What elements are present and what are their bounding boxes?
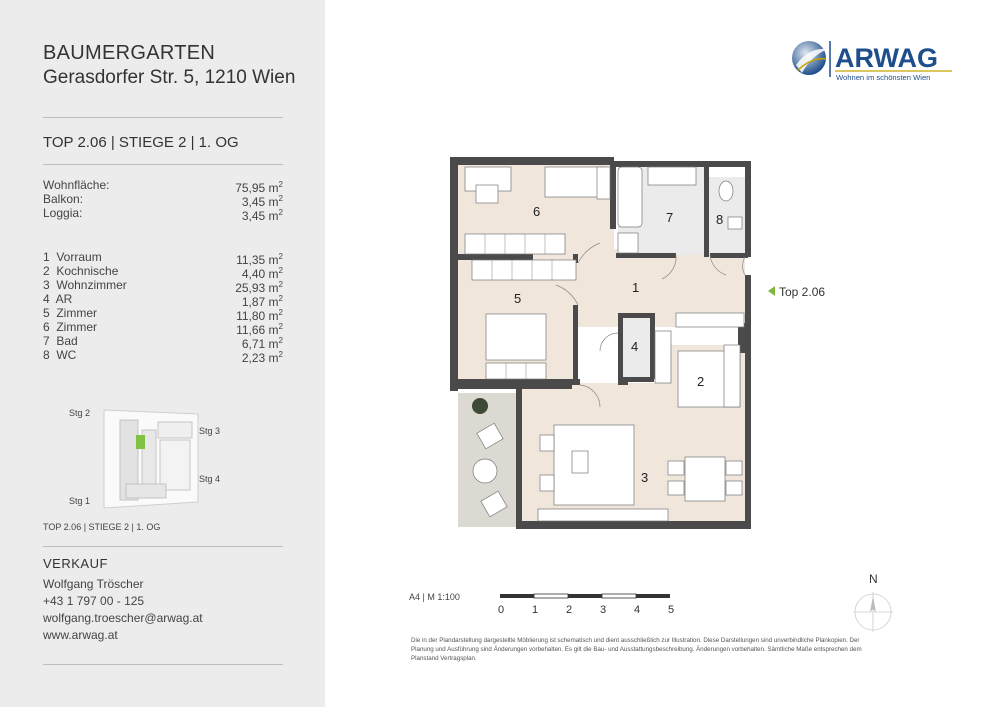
keyplan-label-stg2: Stg 2 [69, 408, 91, 418]
room-value: 11,35 $m^2$ [236, 252, 283, 267]
disclaimer-text: Die in der Plandarstellung dargestellte Möblierung ist schematisch und dient ausschließlich zur Illustration. Diese Darstellungen sind unverbindliche Plankopien. Der Planung und Ausführung sind Änderungen vorbehalten. Es gilt die Bau- und Ausstattungsbeschreibung. Änderungen vorbehalten. Sämtliche Maße entsprechen dem Planstand Vertragsplan. [411, 637, 862, 662]
site-keyplan [98, 400, 248, 515]
scale-tick-3: 3 [600, 604, 607, 616]
scale-tick-2: 2 [566, 604, 573, 616]
unit-title: TOP 2.06 | STIEGE 2 | 1. OG [43, 134, 239, 151]
compass-icon [851, 592, 895, 632]
unit-highlight [136, 435, 145, 449]
north-label: N [869, 572, 878, 586]
area-value: 75,95 $m^2$ [235, 180, 283, 195]
room-value: 2,23 $m^2$ [241, 350, 283, 365]
logo-wordmark: ARWAG [835, 43, 939, 73]
room-label: 7 Bad [43, 334, 78, 348]
room-label: 8 WC [43, 348, 77, 362]
area-label: Wohnfläche: [43, 178, 110, 192]
room-value: 25,93 $m^2$ [235, 280, 283, 295]
room-value: 4,40 $m^2$ [241, 266, 283, 281]
keyplan-label-stg1: Stg 1 [69, 496, 91, 506]
room-value: 1,87 $m^2$ [241, 294, 283, 309]
divider [43, 117, 283, 118]
keyplan-caption: TOP 2.06 | STIEGE 2 | 1. OG [43, 522, 161, 532]
sales-phone[interactable]: +43 1 797 00 - 125 [43, 594, 145, 608]
area-label: Loggia: [43, 206, 83, 220]
logo-tagline: Wohnen im schönsten Wien [836, 73, 931, 82]
sales-contact-name: Wolfgang Tröscher [43, 577, 144, 591]
scale-tick-0: 0 [498, 604, 505, 616]
divider [43, 664, 283, 665]
room-label: 1 Vorraum [43, 250, 102, 264]
scale-tick-1: 1 [532, 604, 539, 616]
room-label: 2 Kochnische [43, 264, 119, 278]
room-number-8: 8 [716, 212, 724, 227]
entry-marker-icon [768, 286, 775, 296]
room-number-4: 4 [631, 339, 639, 354]
scale-bar [500, 592, 675, 600]
room-value: 11,80 $m^2$ [236, 308, 283, 323]
room-number-1: 1 [632, 280, 640, 295]
sales-email-link[interactable]: wolfgang.troescher@arwag.at [43, 611, 203, 625]
sales-website-link[interactable]: www.arwag.at [43, 628, 118, 642]
room-number-2: 2 [697, 374, 705, 389]
scale-tick-5: 5 [668, 604, 675, 616]
info-sidebar [0, 0, 325, 707]
room-label: 5 Zimmer [43, 306, 97, 320]
divider [43, 164, 283, 165]
area-row [43, 206, 283, 223]
room-value: 11,66 $m^2$ [236, 322, 283, 337]
room-number-5: 5 [514, 291, 522, 306]
arwag-logo [790, 37, 960, 82]
keyplan-label-stg3: Stg 3 [199, 426, 221, 436]
room-label: 4 AR [43, 292, 73, 306]
project-name: BAUMERGARTEN [43, 42, 216, 64]
keyplan-label-stg4: Stg 4 [199, 474, 221, 484]
room-label: 6 Zimmer [43, 320, 97, 334]
area-label: Balkon: [43, 192, 84, 206]
room-value: 6,71 $m^2$ [241, 336, 283, 351]
room-number-7: 7 [666, 210, 674, 225]
area-value: 3,45 $m^2$ [241, 208, 283, 223]
room-number-6: 6 [533, 204, 541, 219]
plant-icon [472, 398, 488, 414]
scale-tick-4: 4 [634, 604, 641, 616]
sales-heading: VERKAUF [43, 556, 108, 571]
entry-label: Top 2.06 [779, 285, 826, 299]
area-value: 3,45 $m^2$ [241, 194, 283, 209]
divider [43, 546, 283, 547]
room-label: 3 Wohnzimmer [43, 278, 127, 292]
room-number-3: 3 [641, 470, 649, 485]
room-row [43, 348, 283, 365]
scale-label: A4 | M 1:100 [409, 592, 460, 602]
project-address: Gerasdorfer Str. 5, 1210 Wien [43, 67, 296, 88]
floor-plan [450, 155, 755, 535]
